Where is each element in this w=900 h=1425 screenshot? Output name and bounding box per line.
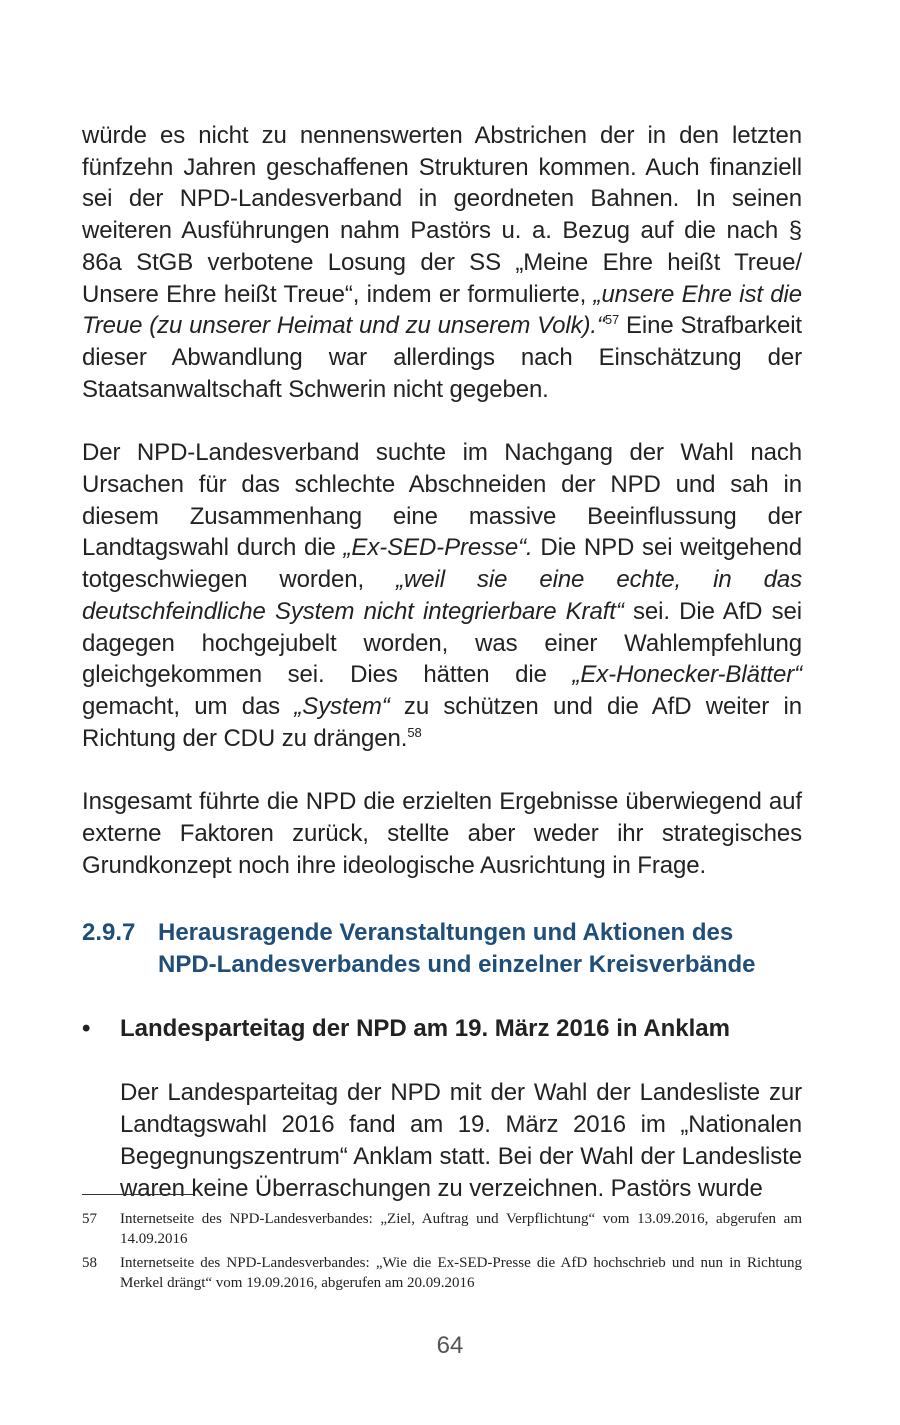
section-heading (82, 917, 802, 981)
footnote-ref-58: 58 (407, 724, 422, 740)
footnote-number: 57 (82, 1211, 97, 1227)
footnote-divider (82, 1194, 194, 1195)
bullet-paragraph: Der Landesparteitag der NPD mit der Wahl der Landesliste zur Landtagswahl 2016 fand am 19. März 2016 im „Nationalen Begegnungszentrum“ Anklam statt. Bei der Wahl der Landesliste waren keine Überraschungen zu verzeichnen. Pastörs wurde (120, 1079, 802, 1202)
quote-ex-honecker: „Ex-Honecker-Blätter“ (572, 661, 802, 689)
paragraph-1 (82, 120, 802, 405)
paragraph-2 (82, 437, 802, 754)
paragraph-2-text-4: gemacht, um das (82, 692, 295, 720)
paragraph-2-text-3: sei. Die AfD sei dagegen hochgejubelt worden, was einer Wahlempfehlung gleichgekommen sei. Dies hätten die (82, 597, 802, 689)
bullet-title: Landesparteitag der NPD am 19. März 2016 in Anklam (120, 1015, 730, 1043)
quote-system: „System“ (294, 692, 390, 720)
footnote-text: Internetseite des NPD-Landesverbandes: „Ziel, Auftrag und Verpflichtung“ vom 13.09.2016, abgerufen am 14.09.2016 (120, 1211, 802, 1247)
paragraph-1-text: würde es nicht zu nennenswerten Abstrichen der in den letzten fünfzehn Jahren geschaffenen Strukturen kommen. Auch finanziell sei der NPD-Landesverband in geordneten Bahnen. In seinen weiteren Ausführungen nahm Pastörs u. a. Bezug auf die nach § 86a StGB verbotene Losung der SS „Meine Ehre heißt Treue/ Unsere Ehre heißt Treue“, indem er formulierte, (82, 122, 802, 308)
footnote-57 (82, 1209, 802, 1249)
paragraph-2-text-2: Die NPD sei weitgehend totgeschwiegen worden, (82, 534, 802, 594)
footnote-58 (82, 1253, 802, 1293)
footnotes (82, 1194, 802, 1297)
bullet-item (82, 1013, 802, 1045)
footnote-ref-57: 57 (604, 312, 620, 328)
footnote-number: 58 (82, 1255, 97, 1271)
section-title (158, 917, 756, 981)
section-title-line-2: NPD-Landesverbandes und einzelner Kreisverbände (158, 951, 756, 979)
footnote-text: Internetseite des NPD-Landesverbandes: „Wie die Ex-SED-Presse die AfD hochschrieb und nun in Richtung Merkel drängt“ vom 19.09.2016, abgerufen am 20.09.2016 (120, 1255, 802, 1291)
section-title-line-1: Herausragende Veranstaltungen und Aktionen des (158, 919, 734, 947)
quote-unsere-ehre: „unsere Ehre ist die Treue (zu unserer Heimat und zu unserem Volk).“ (82, 280, 802, 340)
paragraph-2-text: Der NPD-Landesverband suchte im Nachgang der Wahl nach Ursachen für das schlechte Abschneiden der NPD und sah in diesem Zusammenhang eine massive Beeinflussung der Landtagswahl durch die (82, 439, 802, 562)
quote-ex-sed-presse: „Ex-SED-Presse“. (343, 534, 533, 562)
paragraph-2-text-5: zu schützen und die AfD weiter in Richtung der CDU zu drängen. (82, 692, 802, 752)
bullet-icon: • (82, 1015, 91, 1043)
quote-echte-kraft: „weil sie eine echte, in das deutschfeindliche System nicht integrierbare Kraft“ (82, 566, 802, 625)
page-body (82, 120, 802, 1204)
paragraph-3: Insgesamt führte die NPD die erzielten Ergebnisse überwiegend auf externe Faktoren zurück, stellte aber weder ihr strategisches Grundkonzept noch ihre ideologische Ausrichtung in Frage. (82, 788, 802, 879)
paragraph-1-text-end: Eine Strafbarkeit dieser Abwandlung war allerdings nach Einschätzung der Staatsanwaltschaft Schwerin nicht gegeben. (82, 312, 802, 403)
page-number: 64 (436, 1332, 464, 1359)
section-number: 2.9.7 (82, 919, 136, 947)
